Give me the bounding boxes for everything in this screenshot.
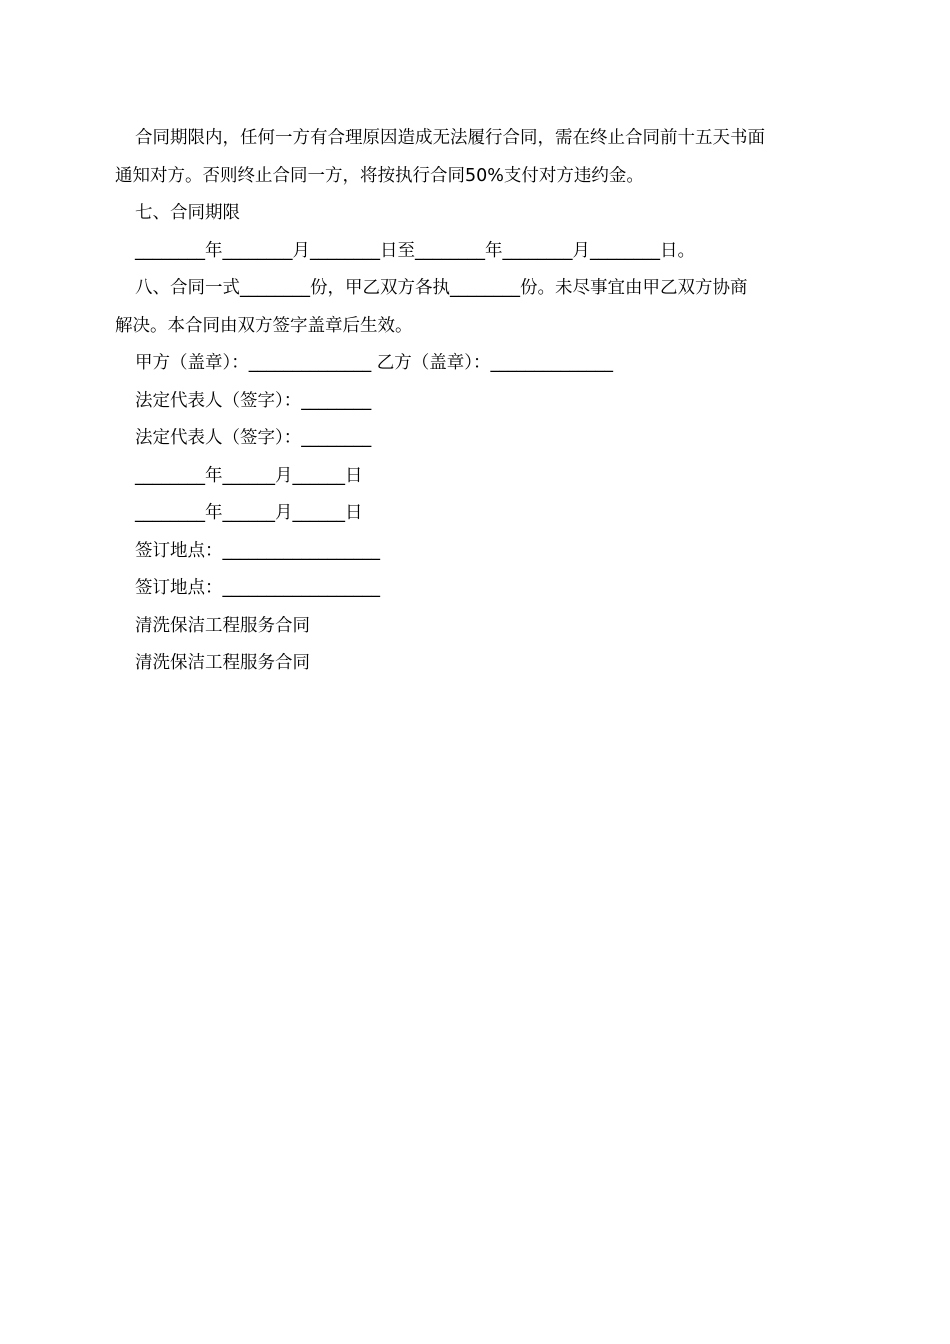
- legal-representative-signature-b: 法定代表人（签字）：________: [135, 428, 372, 448]
- signing-date-a: ________年______月______日: [135, 465, 363, 486]
- paragraph-termination-notice-line2: 通知对方。否则终止合同一方，将按执行合同50%支付对方违约金。: [115, 165, 644, 186]
- contract-term-date-range: ________年________月________日至________年________月________日。: [135, 240, 695, 261]
- section-heading-contract-term: 七、合同期限: [135, 203, 240, 223]
- signing-place-b: 签订地点：__________________: [135, 578, 380, 598]
- document-title-a: 清洗保洁工程服务合同: [135, 615, 310, 636]
- section-copies-line2: 解决。本合同由双方签字盖章后生效。: [115, 315, 413, 336]
- document-title-b: 清洗保洁工程服务合同: [135, 653, 310, 673]
- party-seal-line: 甲方（盖章）：______________ 乙方（盖章）：______________: [135, 353, 614, 373]
- section-copies-line1: 八、合同一式________份，甲乙双方各执________份。未尽事宜由甲乙双方协商: [135, 278, 748, 298]
- legal-representative-signature-a: 法定代表人（签字）：________: [135, 390, 372, 411]
- paragraph-termination-notice-line1: 合同期限内，任何一方有合理原因造成无法履行合同，需在终止合同前十五天书面: [135, 128, 765, 148]
- signing-date-b: ________年______月______日: [135, 503, 363, 523]
- document-body: [115, 120, 837, 683]
- signing-place-a: 签订地点：__________________: [135, 540, 380, 561]
